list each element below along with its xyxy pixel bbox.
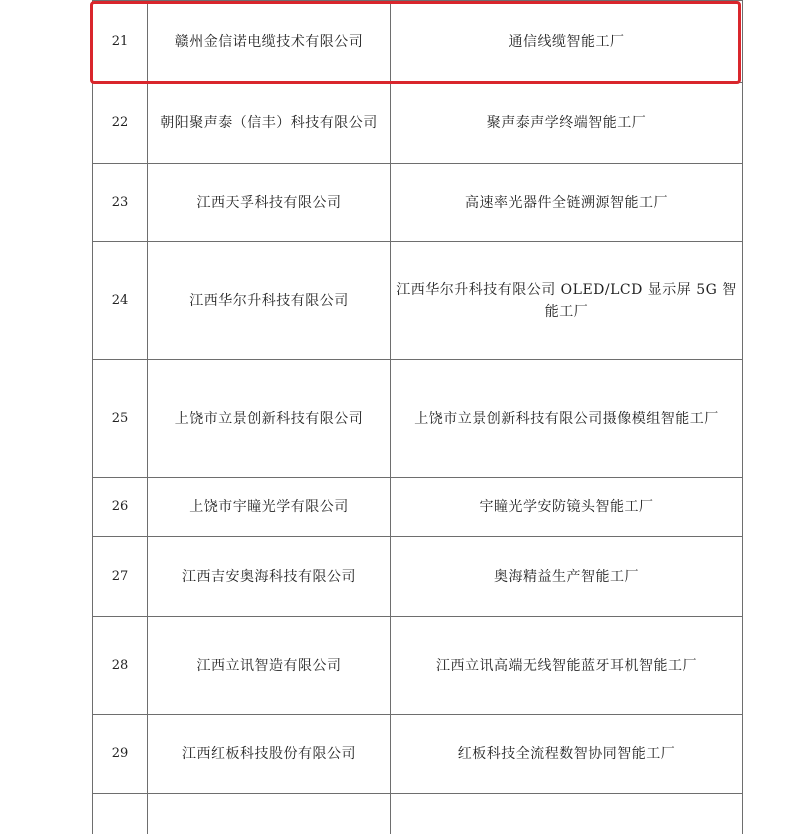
factory-list-table <box>92 0 743 834</box>
table-row <box>93 83 743 164</box>
project-name: 江西华尔升科技有限公司 OLED/LCD 显示屏 5G 智能工厂 <box>391 242 743 360</box>
company-name: 朝阳聚声泰（信丰）科技有限公司 <box>148 83 391 164</box>
table-row <box>93 242 743 360</box>
table-row <box>93 537 743 617</box>
project-name: 奥海精益生产智能工厂 <box>391 537 743 617</box>
table-row <box>93 164 743 242</box>
project-name: 聚声泰声学终端智能工厂 <box>391 83 743 164</box>
table-row <box>93 360 743 478</box>
company-name: 江西吉安奥海科技有限公司 <box>148 537 391 617</box>
row-number: 28 <box>93 617 148 715</box>
project-name: 江西立讯高端无线智能蓝牙耳机智能工厂 <box>391 617 743 715</box>
company-name: 上饶市立景创新科技有限公司 <box>148 360 391 478</box>
company-name: 上饶市宇瞳光学有限公司 <box>148 478 391 537</box>
row-number <box>93 794 148 834</box>
row-number: 22 <box>93 83 148 164</box>
row-number: 24 <box>93 242 148 360</box>
company-name: 江西天孚科技有限公司 <box>148 164 391 242</box>
row-number: 23 <box>93 164 148 242</box>
table-row <box>93 478 743 537</box>
table-row <box>93 715 743 794</box>
project-name: 红板科技全流程数智协同智能工厂 <box>391 715 743 794</box>
project-name: 宇瞳光学安防镜头智能工厂 <box>391 478 743 537</box>
company-name: 江西华尔升科技有限公司 <box>148 242 391 360</box>
project-name <box>391 794 743 834</box>
row-number: 29 <box>93 715 148 794</box>
row-number: 25 <box>93 360 148 478</box>
table-row <box>93 1 743 83</box>
table-row-partial <box>93 794 743 834</box>
project-name: 上饶市立景创新科技有限公司摄像模组智能工厂 <box>391 360 743 478</box>
company-name <box>148 794 391 834</box>
company-name: 江西红板科技股份有限公司 <box>148 715 391 794</box>
project-name: 通信线缆智能工厂 <box>391 1 743 83</box>
row-number: 26 <box>93 478 148 537</box>
row-number: 27 <box>93 537 148 617</box>
company-name: 江西立讯智造有限公司 <box>148 617 391 715</box>
project-name: 高速率光器件全链溯源智能工厂 <box>391 164 743 242</box>
row-number: 21 <box>93 1 148 83</box>
company-name: 赣州金信诺电缆技术有限公司 <box>148 1 391 83</box>
table-row <box>93 617 743 715</box>
